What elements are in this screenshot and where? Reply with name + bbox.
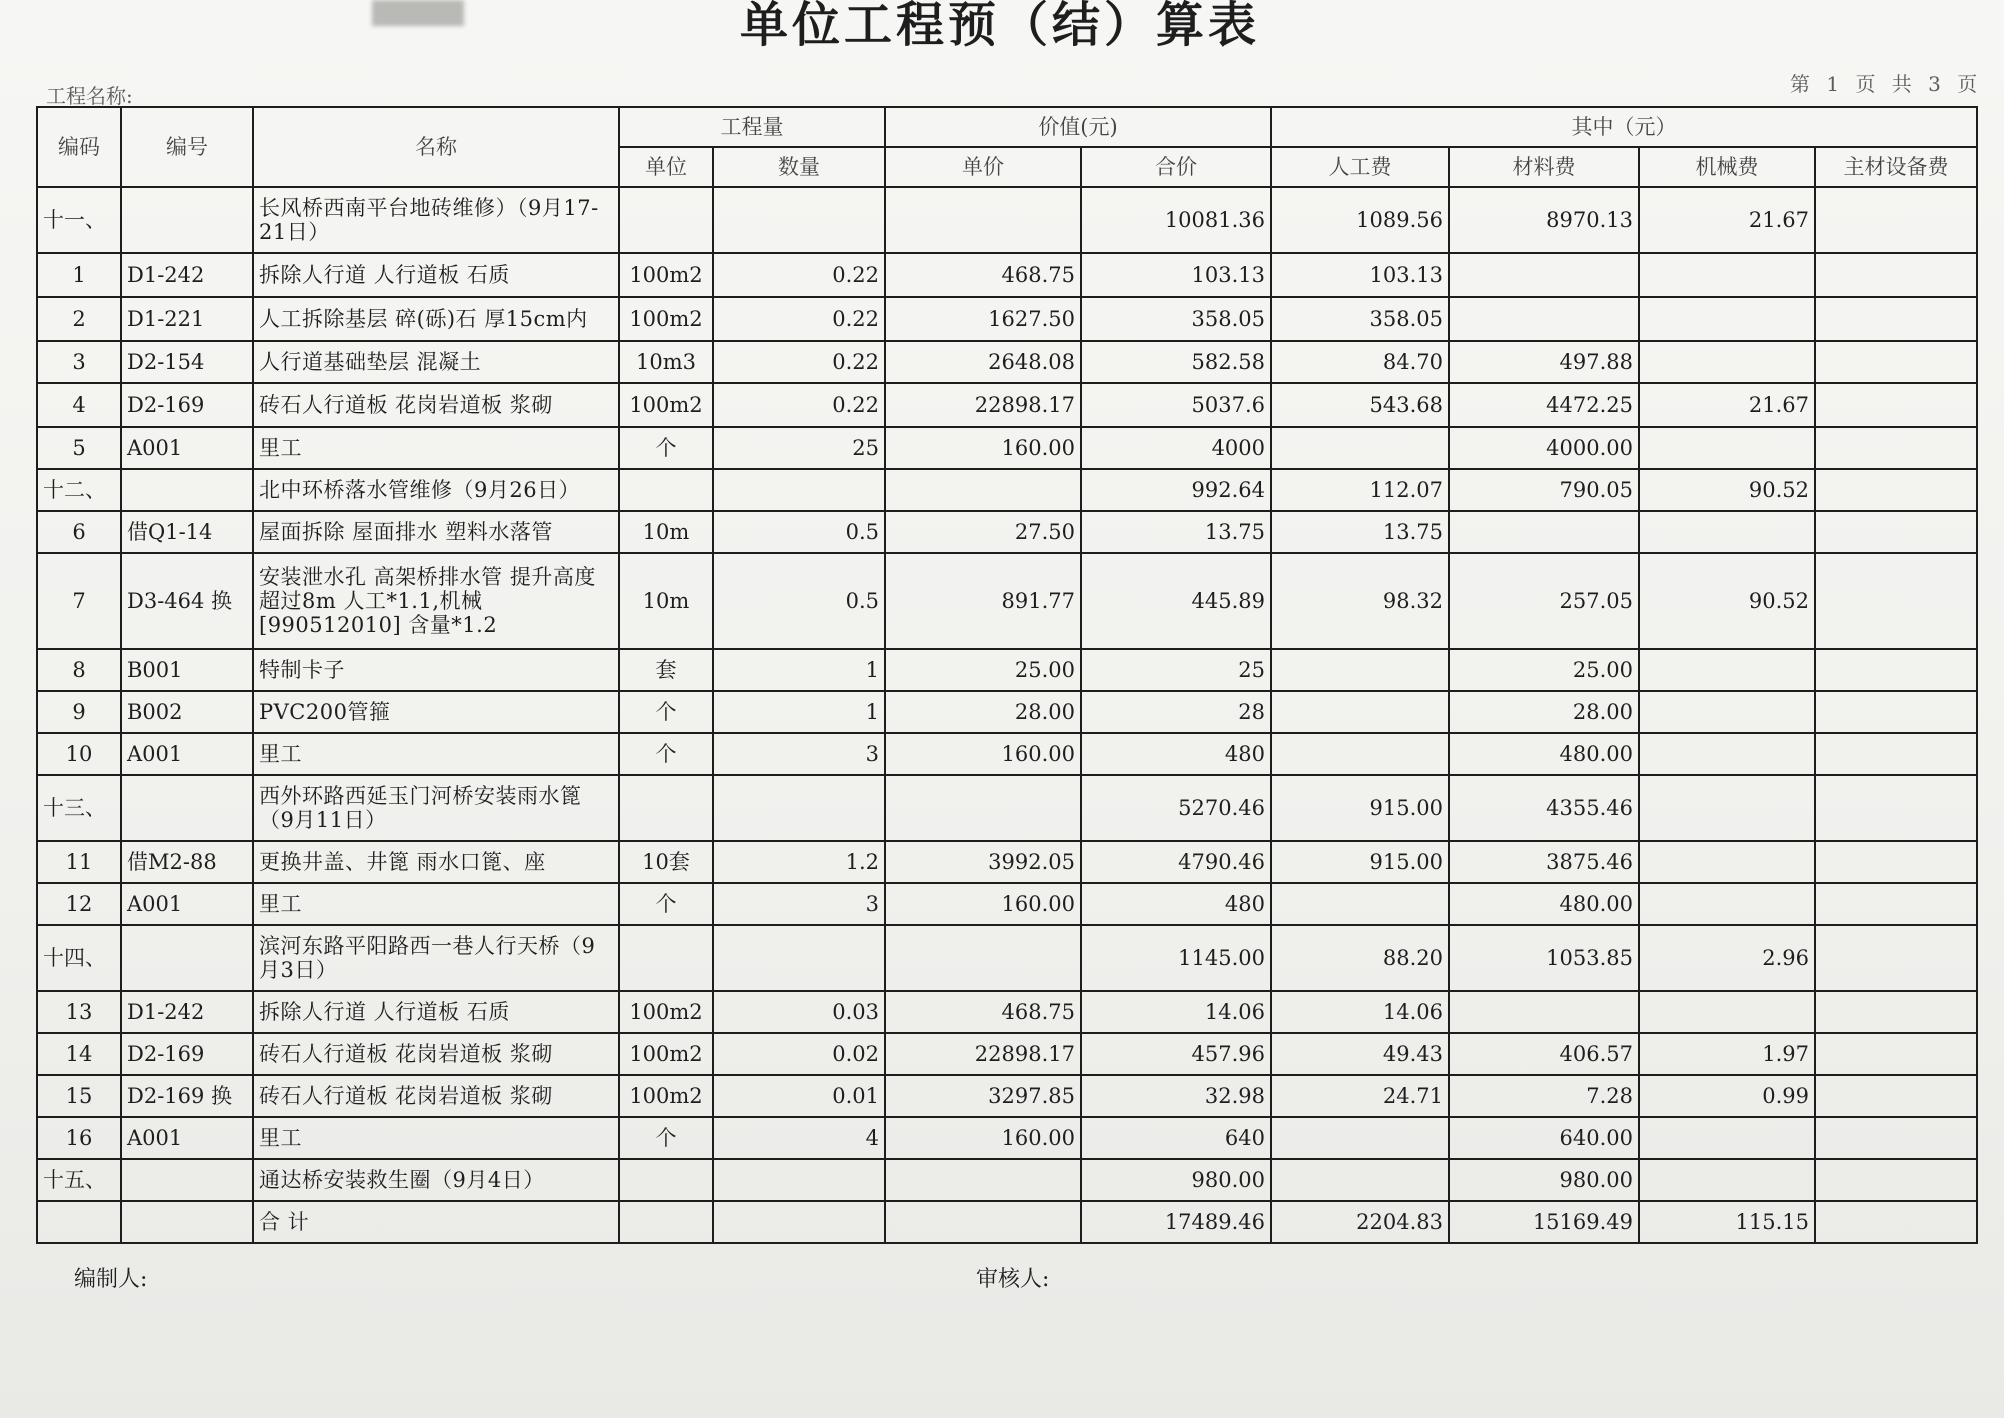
table-row [37,341,1977,383]
cell-qty: 1.2 [713,841,885,883]
preparer-label: 编制人: [74,1267,148,1292]
cell-number [121,1159,253,1201]
cell-number [121,1201,253,1243]
cell-material: 640.00 [1449,1117,1639,1159]
cell-qty: 0.03 [713,991,885,1033]
table-row [37,1201,1977,1243]
cell-number: A001 [121,1117,253,1159]
cell-qty: 1 [713,649,885,691]
cell-material: 790.05 [1449,469,1639,511]
cell-code: 9 [37,691,121,733]
cell-code: 8 [37,649,121,691]
cell-code: 十二、 [37,469,121,511]
cell-material: 4355.46 [1449,775,1639,841]
cell-equipment [1815,1033,1977,1075]
project-name-label: 工程名称: [46,84,133,108]
cell-equipment [1815,1159,1977,1201]
cell-equipment [1815,1117,1977,1159]
cell-number: D1-242 [121,991,253,1033]
cell-material: 4472.25 [1449,383,1639,427]
cell-code: 11 [37,841,121,883]
table-row [37,649,1977,691]
cell-unit [619,469,713,511]
cell-machine [1639,649,1815,691]
cell-unit: 10m3 [619,341,713,383]
cell-code: 5 [37,427,121,469]
table-row [37,297,1977,341]
cell-name: 里工 [253,733,619,775]
cell-labor: 88.20 [1271,925,1449,991]
cell-name: 合 计 [253,1201,619,1243]
cell-material: 7.28 [1449,1075,1639,1117]
cell-unit-price [885,469,1081,511]
cell-total: 480 [1081,883,1271,925]
table-row [37,427,1977,469]
cell-qty [713,469,885,511]
cell-labor [1271,691,1449,733]
cell-material: 8970.13 [1449,187,1639,253]
cell-unit-price: 468.75 [885,991,1081,1033]
cell-machine [1639,775,1815,841]
cell-material: 1053.85 [1449,925,1639,991]
cell-name: 屋面拆除 屋面排水 塑料水落管 [253,511,619,553]
cell-code: 6 [37,511,121,553]
table-row [37,991,1977,1033]
cell-number [121,187,253,253]
cell-code: 十五、 [37,1159,121,1201]
cell-qty: 0.22 [713,297,885,341]
cell-machine [1639,841,1815,883]
cell-unit-price: 160.00 [885,1117,1081,1159]
cell-number: B002 [121,691,253,733]
page-title-text: 单位工程预（结）算表 [739,0,1260,53]
cell-labor [1271,733,1449,775]
cell-equipment [1815,841,1977,883]
cell-total: 457.96 [1081,1033,1271,1075]
cell-machine [1639,883,1815,925]
table-row [37,883,1977,925]
cell-total: 4790.46 [1081,841,1271,883]
table-body [37,187,1977,1243]
header-value-group: 价值(元) [885,107,1271,147]
cell-unit: 100m2 [619,1033,713,1075]
cell-qty: 0.5 [713,553,885,649]
cell-name: 砖石人行道板 花岗岩道板 浆砌 [253,1033,619,1075]
cell-material: 3875.46 [1449,841,1639,883]
cell-equipment [1815,991,1977,1033]
cell-equipment [1815,187,1977,253]
cell-code: 7 [37,553,121,649]
cell-material: 28.00 [1449,691,1639,733]
cell-labor: 14.06 [1271,991,1449,1033]
cell-name: 特制卡子 [253,649,619,691]
cell-unit: 100m2 [619,991,713,1033]
header-total-price: 合价 [1081,147,1271,187]
table-row [37,691,1977,733]
cell-unit: 套 [619,649,713,691]
cell-material: 406.57 [1449,1033,1639,1075]
cell-unit-price: 160.00 [885,883,1081,925]
cell-name: 人工拆除基层 碎(砾)石 厚15cm内 [253,297,619,341]
cell-unit-price: 1627.50 [885,297,1081,341]
cell-labor: 84.70 [1271,341,1449,383]
cell-name: 里工 [253,883,619,925]
cell-unit: 100m2 [619,297,713,341]
cell-name: 人行道基础垫层 混凝土 [253,341,619,383]
cell-total: 4000 [1081,427,1271,469]
cell-total: 480 [1081,733,1271,775]
cell-equipment [1815,341,1977,383]
cell-machine [1639,341,1815,383]
cell-qty: 1 [713,691,885,733]
cell-unit-price: 25.00 [885,649,1081,691]
cell-unit-price [885,1159,1081,1201]
cell-equipment [1815,427,1977,469]
cell-number: A001 [121,427,253,469]
cell-number: D1-242 [121,253,253,297]
cell-unit-price [885,775,1081,841]
cell-machine [1639,733,1815,775]
table-row [37,1117,1977,1159]
cell-labor [1271,883,1449,925]
cell-labor: 112.07 [1271,469,1449,511]
cell-qty: 0.22 [713,253,885,297]
cell-total: 25 [1081,649,1271,691]
cell-labor [1271,1159,1449,1201]
cell-equipment [1815,297,1977,341]
cell-equipment [1815,1201,1977,1243]
header-code: 编码 [37,107,121,187]
cell-qty: 4 [713,1117,885,1159]
cell-total: 32.98 [1081,1075,1271,1117]
table-row [37,253,1977,297]
cell-qty: 3 [713,883,885,925]
cell-qty: 0.5 [713,511,885,553]
cell-qty: 3 [713,733,885,775]
header-equipment: 主材设备费 [1815,147,1977,187]
table-row [37,1075,1977,1117]
header-unit-price: 单价 [885,147,1081,187]
table-row [37,469,1977,511]
cell-machine [1639,253,1815,297]
cell-name: 北中环桥落水管维修（9月26日） [253,469,619,511]
cell-total: 10081.36 [1081,187,1271,253]
cell-code: 14 [37,1033,121,1075]
cell-unit: 100m2 [619,383,713,427]
budget-table [36,106,1978,1244]
table-row [37,841,1977,883]
cell-unit-price: 22898.17 [885,1033,1081,1075]
cell-machine [1639,991,1815,1033]
cell-material: 497.88 [1449,341,1639,383]
cell-equipment [1815,925,1977,991]
cell-unit-price: 3992.05 [885,841,1081,883]
cell-code: 16 [37,1117,121,1159]
cell-code: 15 [37,1075,121,1117]
cell-unit-price [885,925,1081,991]
cell-equipment [1815,553,1977,649]
cell-number: D3-464 换 [121,553,253,649]
cell-total: 17489.46 [1081,1201,1271,1243]
cell-unit: 100m2 [619,253,713,297]
cell-material: 257.05 [1449,553,1639,649]
cell-machine [1639,427,1815,469]
cell-unit-price: 160.00 [885,733,1081,775]
cell-machine: 90.52 [1639,469,1815,511]
cell-unit-price: 468.75 [885,253,1081,297]
cell-name: 拆除人行道 人行道板 石质 [253,991,619,1033]
cell-code: 十一、 [37,187,121,253]
header-name: 名称 [253,107,619,187]
cell-unit: 个 [619,733,713,775]
cell-material: 25.00 [1449,649,1639,691]
cell-unit-price: 22898.17 [885,383,1081,427]
cell-material: 4000.00 [1449,427,1639,469]
header-quantity-group: 工程量 [619,107,885,147]
cell-labor [1271,427,1449,469]
cell-total: 582.58 [1081,341,1271,383]
cell-equipment [1815,253,1977,297]
cell-machine: 115.15 [1639,1201,1815,1243]
cell-qty [713,187,885,253]
cell-qty [713,1201,885,1243]
cell-total: 992.64 [1081,469,1271,511]
cell-unit-price [885,1201,1081,1243]
cell-unit-price: 3297.85 [885,1075,1081,1117]
cell-material: 480.00 [1449,733,1639,775]
cell-code [37,1201,121,1243]
cell-unit: 10套 [619,841,713,883]
cell-number: A001 [121,733,253,775]
cell-equipment [1815,383,1977,427]
cell-qty [713,1159,885,1201]
header-row-1 [37,107,1977,147]
table-row [37,187,1977,253]
cell-total: 103.13 [1081,253,1271,297]
cell-name: 通达桥安装救生圈（9月4日） [253,1159,619,1201]
cell-machine [1639,1159,1815,1201]
cell-number: B001 [121,649,253,691]
cell-material: 15169.49 [1449,1201,1639,1243]
header-material: 材料费 [1449,147,1639,187]
cell-unit: 个 [619,691,713,733]
table-row [37,511,1977,553]
cell-labor: 103.13 [1271,253,1449,297]
cell-equipment [1815,1075,1977,1117]
cell-total: 358.05 [1081,297,1271,341]
cell-number: D2-169 [121,1033,253,1075]
cell-total: 5270.46 [1081,775,1271,841]
cell-machine [1639,691,1815,733]
cell-labor: 24.71 [1271,1075,1449,1117]
header-breakdown-group: 其中（元） [1271,107,1977,147]
cell-labor [1271,1117,1449,1159]
header-number: 编号 [121,107,253,187]
cell-code: 10 [37,733,121,775]
cell-machine: 0.99 [1639,1075,1815,1117]
cell-equipment [1815,883,1977,925]
cell-labor: 1089.56 [1271,187,1449,253]
reviewer-label: 审核人: [976,1267,1050,1292]
page-title [0,0,2004,53]
cell-qty: 0.22 [713,383,885,427]
cell-number [121,469,253,511]
cell-name: 长风桥西南平台地砖维修）（9月17-21日） [253,187,619,253]
cell-unit-price: 2648.08 [885,341,1081,383]
cell-labor: 2204.83 [1271,1201,1449,1243]
cell-name: 砖石人行道板 花岗岩道板 浆砌 [253,1075,619,1117]
table-row [37,925,1977,991]
cell-number [121,925,253,991]
cell-unit-price: 160.00 [885,427,1081,469]
cell-unit-price: 27.50 [885,511,1081,553]
cell-machine: 21.67 [1639,187,1815,253]
cell-total: 1145.00 [1081,925,1271,991]
table-row [37,775,1977,841]
table-row [37,383,1977,427]
cell-unit: 个 [619,427,713,469]
cell-qty: 0.22 [713,341,885,383]
cell-name: 里工 [253,427,619,469]
cell-unit-price: 28.00 [885,691,1081,733]
cell-name: 西外环路西延玉门河桥安装雨水篦（9月11日） [253,775,619,841]
cell-name: 更换井盖、井篦 雨水口篦、座 [253,841,619,883]
cell-name: 安装泄水孔 高架桥排水管 提升高度超过8m 人工*1.1,机械[990512010] 含量*1.2 [253,553,619,649]
cell-number: 借M2-88 [121,841,253,883]
cell-unit [619,1159,713,1201]
cell-material: 980.00 [1449,1159,1639,1201]
cell-equipment [1815,469,1977,511]
cell-qty: 0.02 [713,1033,885,1075]
cell-machine: 21.67 [1639,383,1815,427]
cell-code: 1 [37,253,121,297]
table-row [37,733,1977,775]
cell-qty: 0.01 [713,1075,885,1117]
cell-total: 5037.6 [1081,383,1271,427]
cell-code: 13 [37,991,121,1033]
cell-qty: 25 [713,427,885,469]
cell-equipment [1815,691,1977,733]
cell-labor: 13.75 [1271,511,1449,553]
cell-unit [619,775,713,841]
cell-machine: 1.97 [1639,1033,1815,1075]
cell-code: 十三、 [37,775,121,841]
cell-labor: 98.32 [1271,553,1449,649]
header-qty: 数量 [713,147,885,187]
cell-labor: 358.05 [1271,297,1449,341]
cell-number [121,775,253,841]
cell-total: 445.89 [1081,553,1271,649]
table-row [37,1159,1977,1201]
cell-number: D1-221 [121,297,253,341]
cell-labor [1271,649,1449,691]
page-number: 第 1 页 共 3 页 [1790,72,1978,96]
cell-machine [1639,297,1815,341]
cell-unit: 个 [619,883,713,925]
cell-material: 480.00 [1449,883,1639,925]
cell-unit [619,1201,713,1243]
cell-code: 3 [37,341,121,383]
cell-labor: 915.00 [1271,841,1449,883]
header-machine: 机械费 [1639,147,1815,187]
cell-name: PVC200管箍 [253,691,619,733]
cell-machine [1639,511,1815,553]
cell-material [1449,511,1639,553]
cell-name: 里工 [253,1117,619,1159]
cell-labor: 543.68 [1271,383,1449,427]
cell-total: 14.06 [1081,991,1271,1033]
cell-total: 13.75 [1081,511,1271,553]
cell-code: 4 [37,383,121,427]
cell-material [1449,297,1639,341]
table-row [37,553,1977,649]
cell-unit: 10m [619,511,713,553]
cell-unit [619,925,713,991]
cell-code: 12 [37,883,121,925]
cell-number: D2-169 [121,383,253,427]
cell-machine: 90.52 [1639,553,1815,649]
cell-name: 砖石人行道板 花岗岩道板 浆砌 [253,383,619,427]
cell-total: 640 [1081,1117,1271,1159]
cell-unit: 个 [619,1117,713,1159]
cell-material [1449,253,1639,297]
cell-number: 借Q1-14 [121,511,253,553]
cell-equipment [1815,511,1977,553]
table-row [37,1033,1977,1075]
cell-qty [713,925,885,991]
cell-number: A001 [121,883,253,925]
cell-unit: 10m [619,553,713,649]
cell-code: 2 [37,297,121,341]
cell-total: 28 [1081,691,1271,733]
cell-number: D2-154 [121,341,253,383]
cell-labor: 49.43 [1271,1033,1449,1075]
cell-labor: 915.00 [1271,775,1449,841]
cell-machine: 2.96 [1639,925,1815,991]
cell-machine [1639,1117,1815,1159]
cell-number: D2-169 换 [121,1075,253,1117]
cell-equipment [1815,733,1977,775]
cell-code: 十四、 [37,925,121,991]
cell-name: 滨河东路平阳路西一巷人行天桥（9月3日） [253,925,619,991]
cell-unit [619,187,713,253]
cell-unit-price: 891.77 [885,553,1081,649]
cell-equipment [1815,775,1977,841]
cell-total: 980.00 [1081,1159,1271,1201]
cell-name: 拆除人行道 人行道板 石质 [253,253,619,297]
cell-unit-price [885,187,1081,253]
cell-qty [713,775,885,841]
header-unit: 单位 [619,147,713,187]
cell-equipment [1815,649,1977,691]
header-labor: 人工费 [1271,147,1449,187]
cell-unit: 100m2 [619,1075,713,1117]
cell-material [1449,991,1639,1033]
